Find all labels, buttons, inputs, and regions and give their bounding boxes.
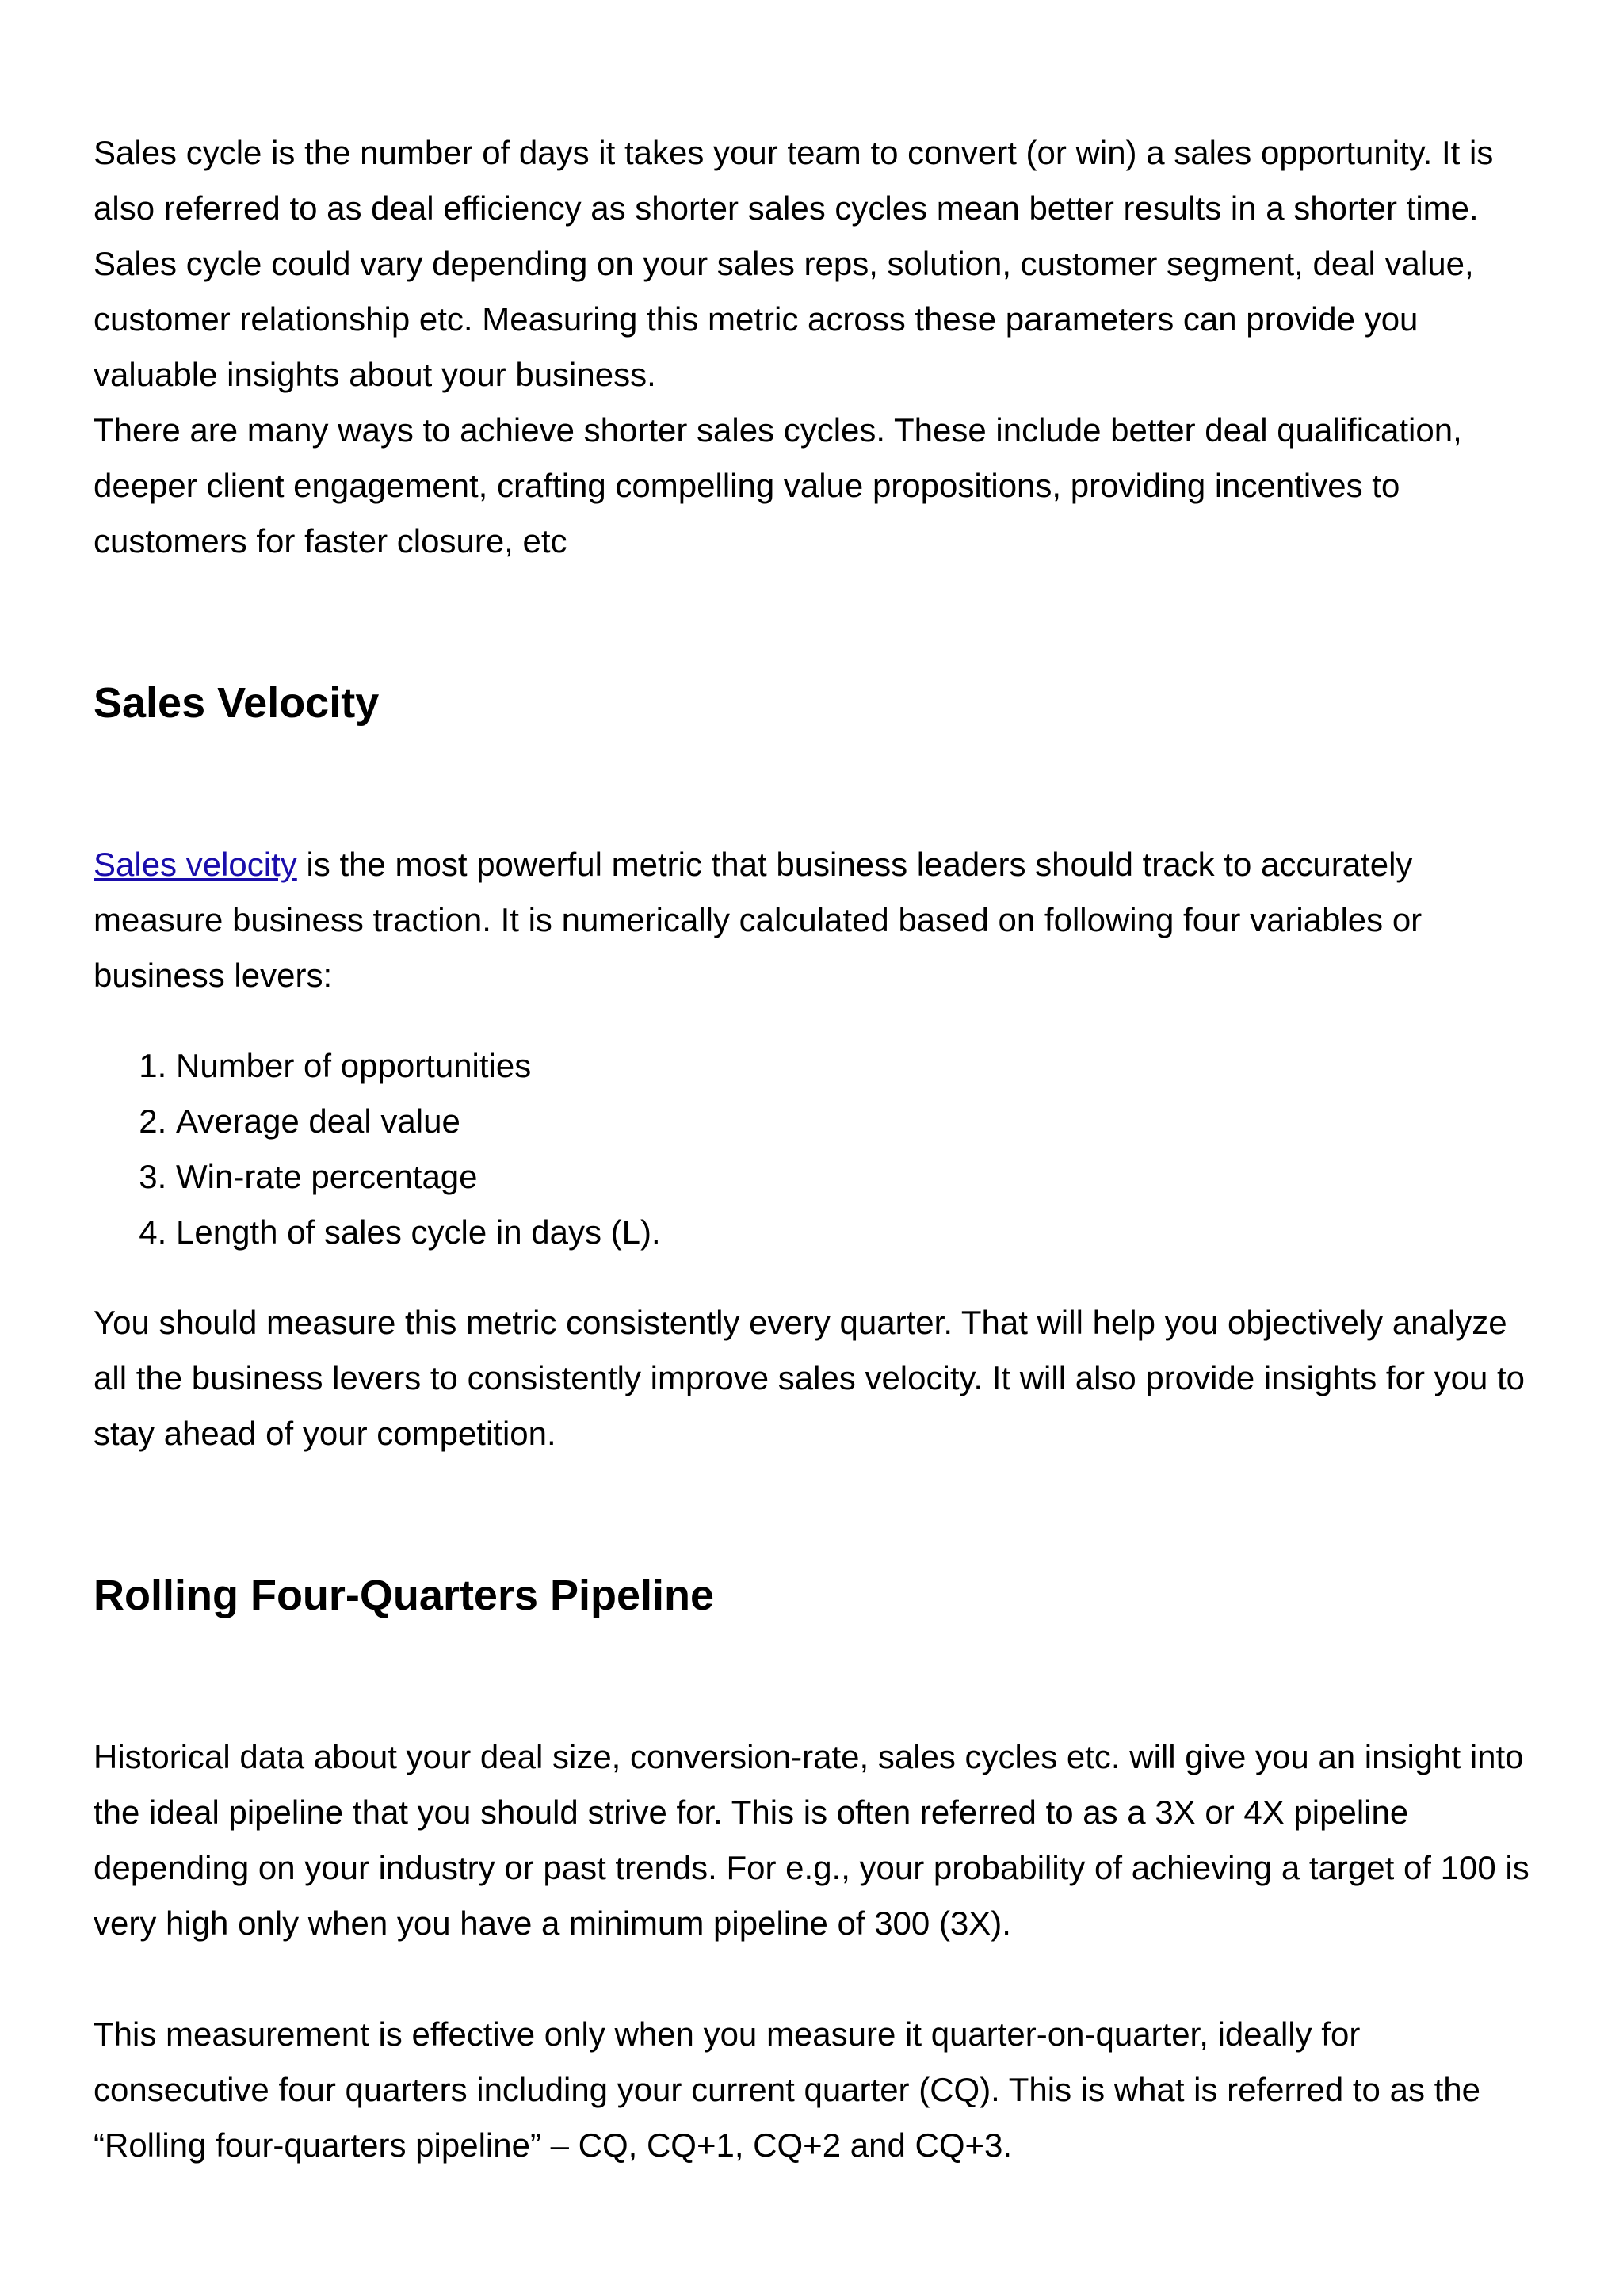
intro-paragraph-shorter-cycles: There are many ways to achieve shorter sales cycles. These include better deal qualification, deeper client engagement, crafting compelling value propositions, providing incentives to customers for faster closure, etc	[94, 411, 1462, 560]
heading-sales-velocity: Sales Velocity	[94, 679, 380, 727]
heading-rolling-pipeline: Rolling Four-Quarters Pipeline	[94, 1572, 715, 1619]
spacer	[94, 731, 1544, 837]
list-item: 1. Number of opportunities	[176, 1038, 1544, 1094]
velocity-intro-paragraph	[94, 837, 1544, 1003]
document-page	[94, 125, 1544, 2173]
pipeline-paragraph-rolling: This measurement is effective only when you measure it quarter-on-quarter, ideally for consecutive four quarters including your current quarter (CQ). This is what is referred to as the “Rolling four-quarters pipeline” – CQ, CQ+1, CQ+2 and CQ+3.	[94, 2015, 1480, 2164]
intro-paragraph-variation: Sales cycle could vary depending on your sales reps, solution, customer segment, deal value, customer relationship etc. Measuring this metric across these parameters can provide you valuable insights about your business.	[94, 245, 1474, 393]
spacer	[94, 1623, 1544, 1729]
velocity-intro-text: is the most powerful metric that business leaders should track to accurately measure business traction. It is numerically calculated based on following four variables or business levers:	[94, 846, 1423, 994]
business-levers-list	[94, 1038, 1544, 1260]
spacer	[94, 1461, 1544, 1568]
velocity-closing-paragraph: You should measure this metric consistently every quarter. That will help you objectively analyze all the business levers to consistently improve sales velocity. It will also provide insights for you to stay ahead of your competition.	[94, 1304, 1526, 1452]
intro-paragraph-sales-cycle: Sales cycle is the number of days it takes your team to convert (or win) a sales opportunity. It is also referred to as deal efficiency as shorter sales cycles mean better results in a shorter time.	[94, 134, 1494, 227]
list-item: 4. Length of sales cycle in days (L).	[176, 1205, 1544, 1260]
spacer	[94, 569, 1544, 675]
list-item: 3. Win-rate percentage	[176, 1149, 1544, 1205]
spacer	[94, 1260, 1544, 1295]
list-item: 2. Average deal value	[176, 1094, 1544, 1149]
sales-velocity-link[interactable]: Sales velocity	[94, 846, 297, 883]
spacer	[94, 1003, 1544, 1038]
spacer	[94, 1951, 1544, 2007]
pipeline-paragraph-historical: Historical data about your deal size, conversion-rate, sales cycles etc. will give you an insight into the ideal pipeline that you should strive for. This is often referred to as a 3X or 4X pipeline depending on your industry or past trends. For e.g., your probability of achieving a target of 100 is very high only when you have a minimum pipeline of 300 (3X).	[94, 1738, 1529, 1942]
